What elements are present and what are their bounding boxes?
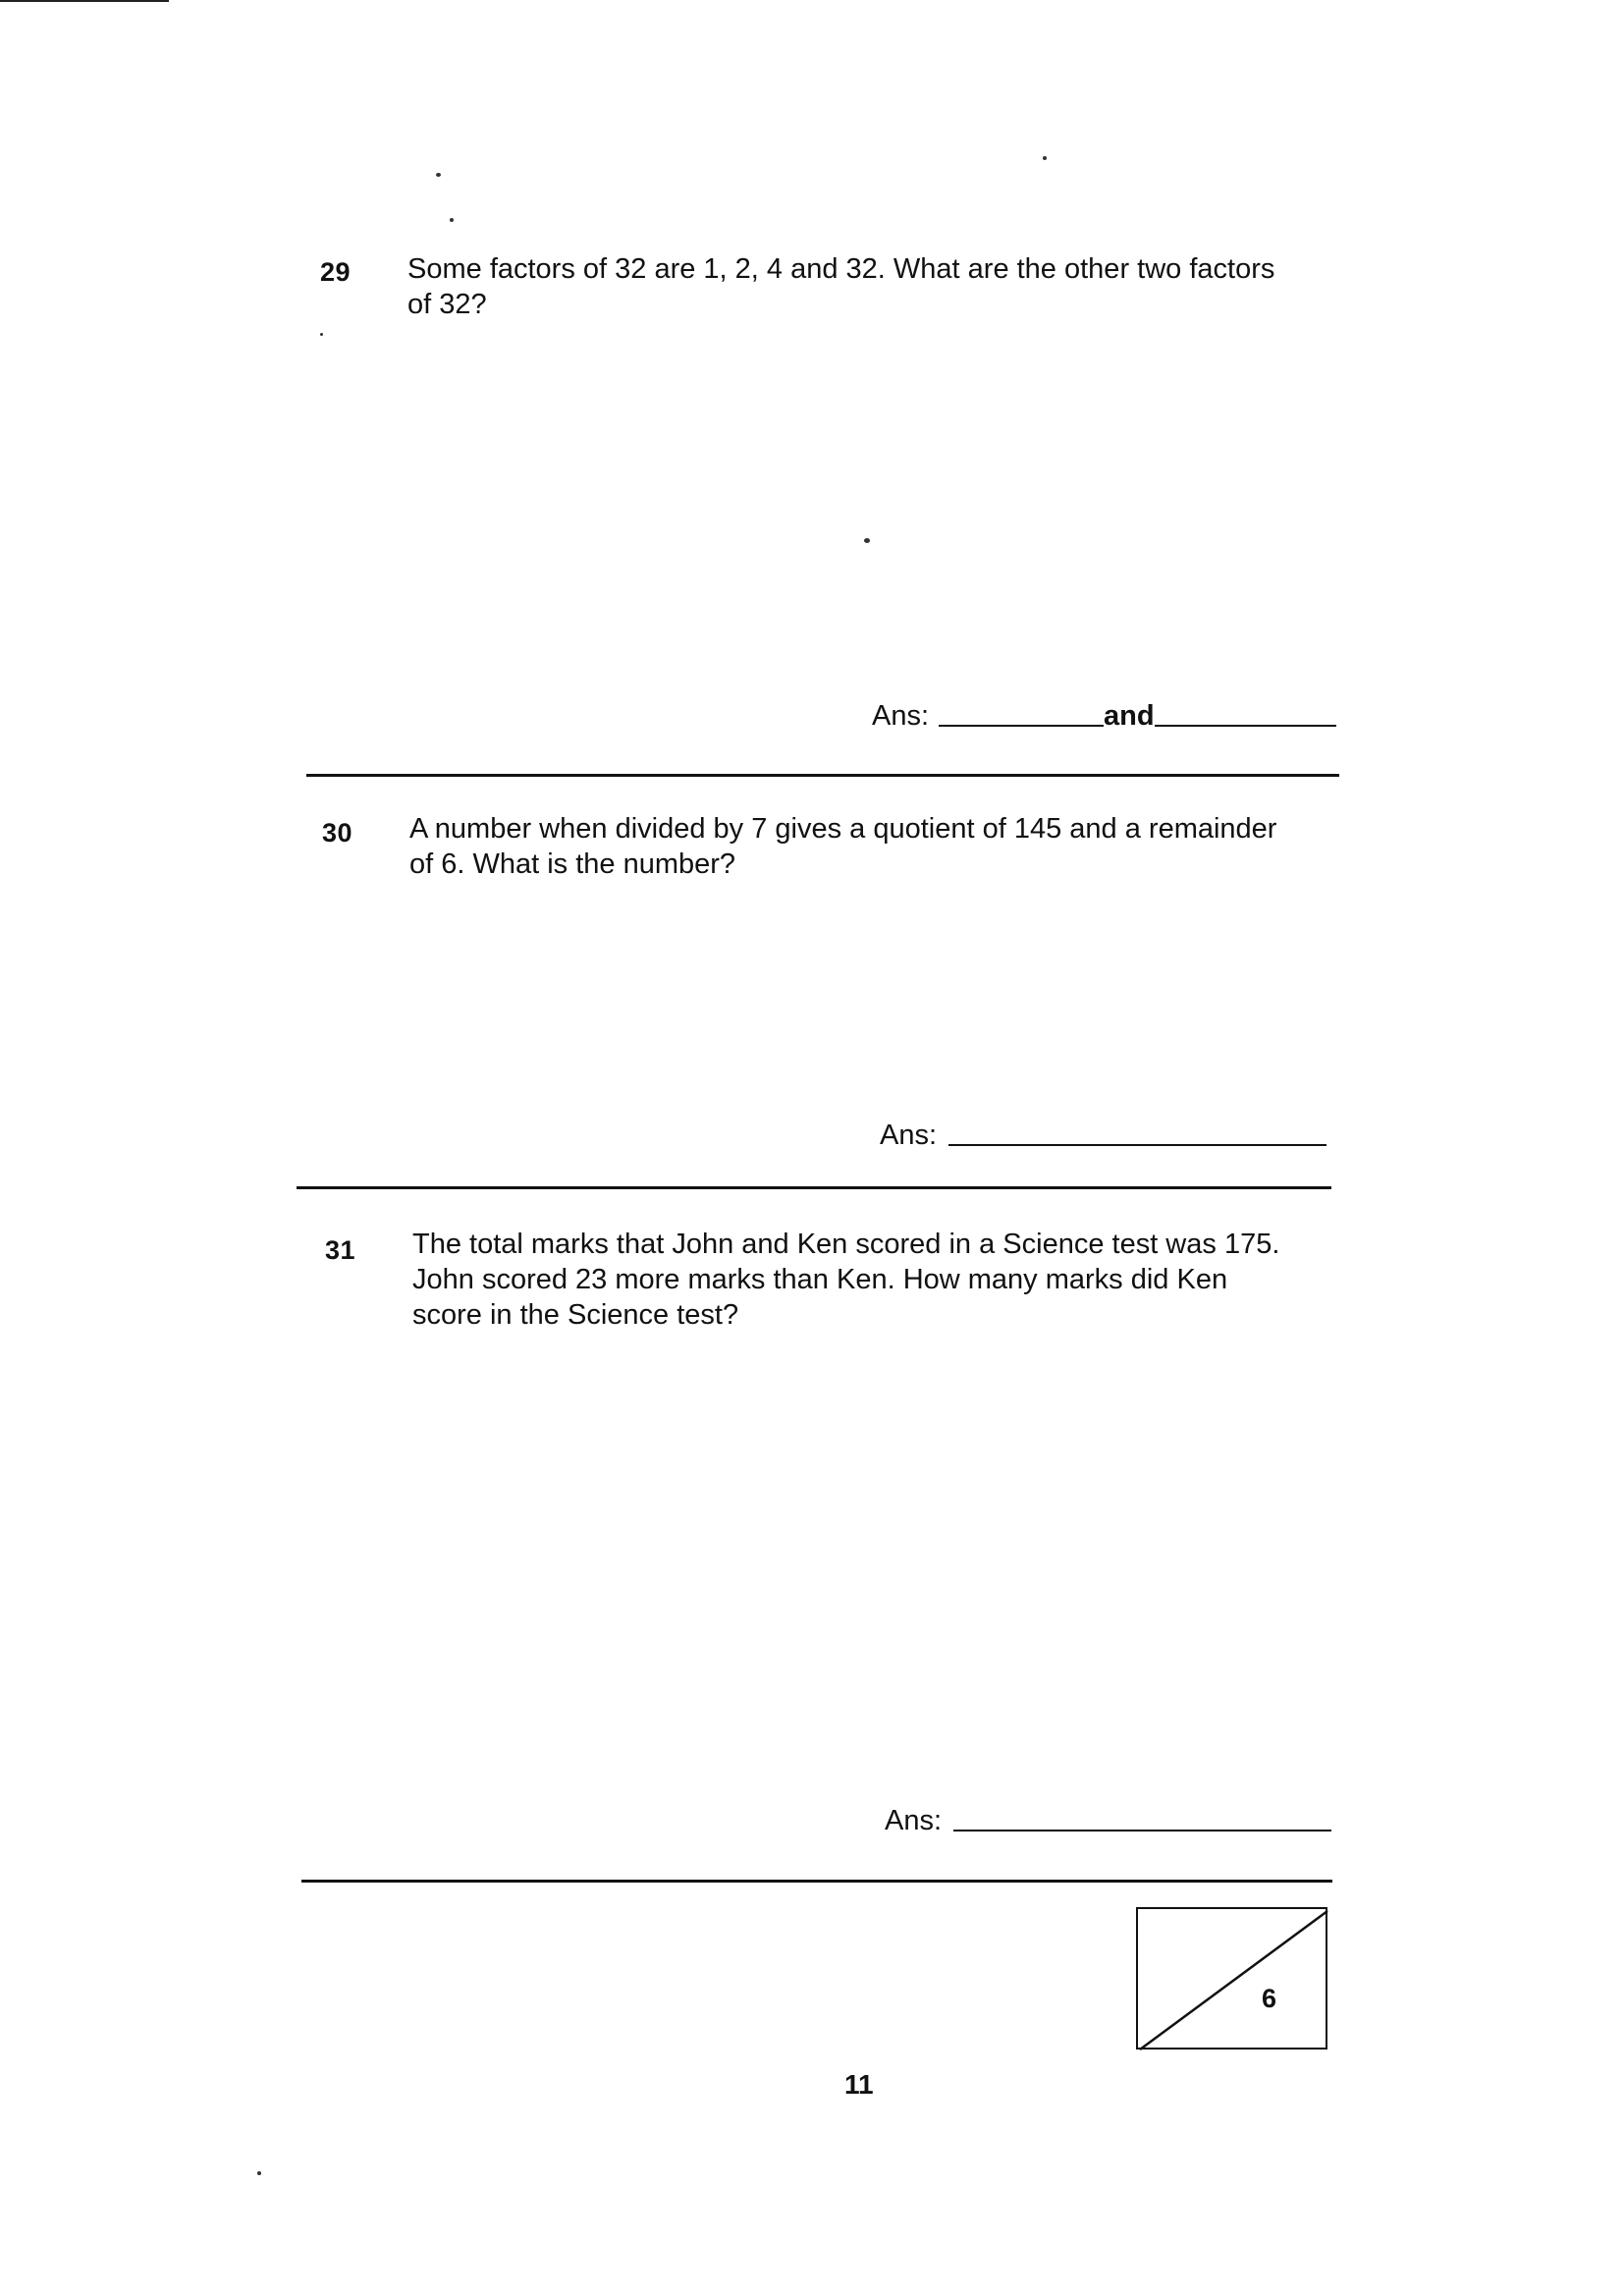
question-number: 29: [320, 257, 352, 287]
answer-blank[interactable]: [953, 1828, 1331, 1831]
question-number: 30: [322, 818, 353, 847]
question-text-line: A number when divided by 7 gives a quotient of 145 and a remainder: [409, 813, 1277, 845]
scan-speck: [864, 538, 870, 543]
question-text-line: The total marks that John and Ken scored in a Science test was 175.: [412, 1229, 1280, 1260]
score-box: [1136, 1907, 1327, 2050]
scan-speck: [320, 333, 323, 336]
question-text: [412, 1227, 1279, 1333]
answer-blank[interactable]: [948, 1142, 1326, 1146]
question-text-line: of 6. What is the number?: [409, 848, 736, 880]
scan-speck: [436, 173, 441, 177]
answer-row: [872, 700, 1336, 733]
answer-blank[interactable]: [939, 723, 1104, 727]
answer-connector: and: [1104, 700, 1155, 732]
answer-blank[interactable]: [1155, 723, 1336, 727]
question-text-line: score in the Science test?: [412, 1299, 739, 1331]
score-max-marks: 6: [1261, 1984, 1276, 2013]
scan-speck: [1043, 156, 1047, 160]
answer-label: Ans:: [880, 1120, 938, 1151]
answer-row: [885, 1805, 1331, 1837]
question-text: [407, 251, 1274, 322]
answer-row: [880, 1120, 1326, 1152]
question-number: 31: [325, 1235, 356, 1265]
page-number: 11: [844, 2069, 874, 2100]
question-text: [409, 811, 1276, 882]
question-text-line: Some factors of 32 are 1, 2, 4 and 32. What are the other two factors: [407, 253, 1275, 285]
answer-label: Ans:: [885, 1805, 943, 1836]
section-divider: [306, 774, 1339, 777]
answer-label: Ans:: [872, 700, 930, 732]
section-divider: [297, 1186, 1331, 1189]
question-text-line: of 32?: [407, 289, 487, 320]
score-box-diagonal: [1138, 1909, 1329, 2051]
scan-speck: [450, 218, 454, 222]
scan-edge-rule: [0, 0, 169, 2]
scan-speck: [257, 2171, 261, 2175]
question-text-line: John scored 23 more marks than Ken. How many marks did Ken: [412, 1264, 1228, 1295]
section-divider: [301, 1880, 1332, 1883]
